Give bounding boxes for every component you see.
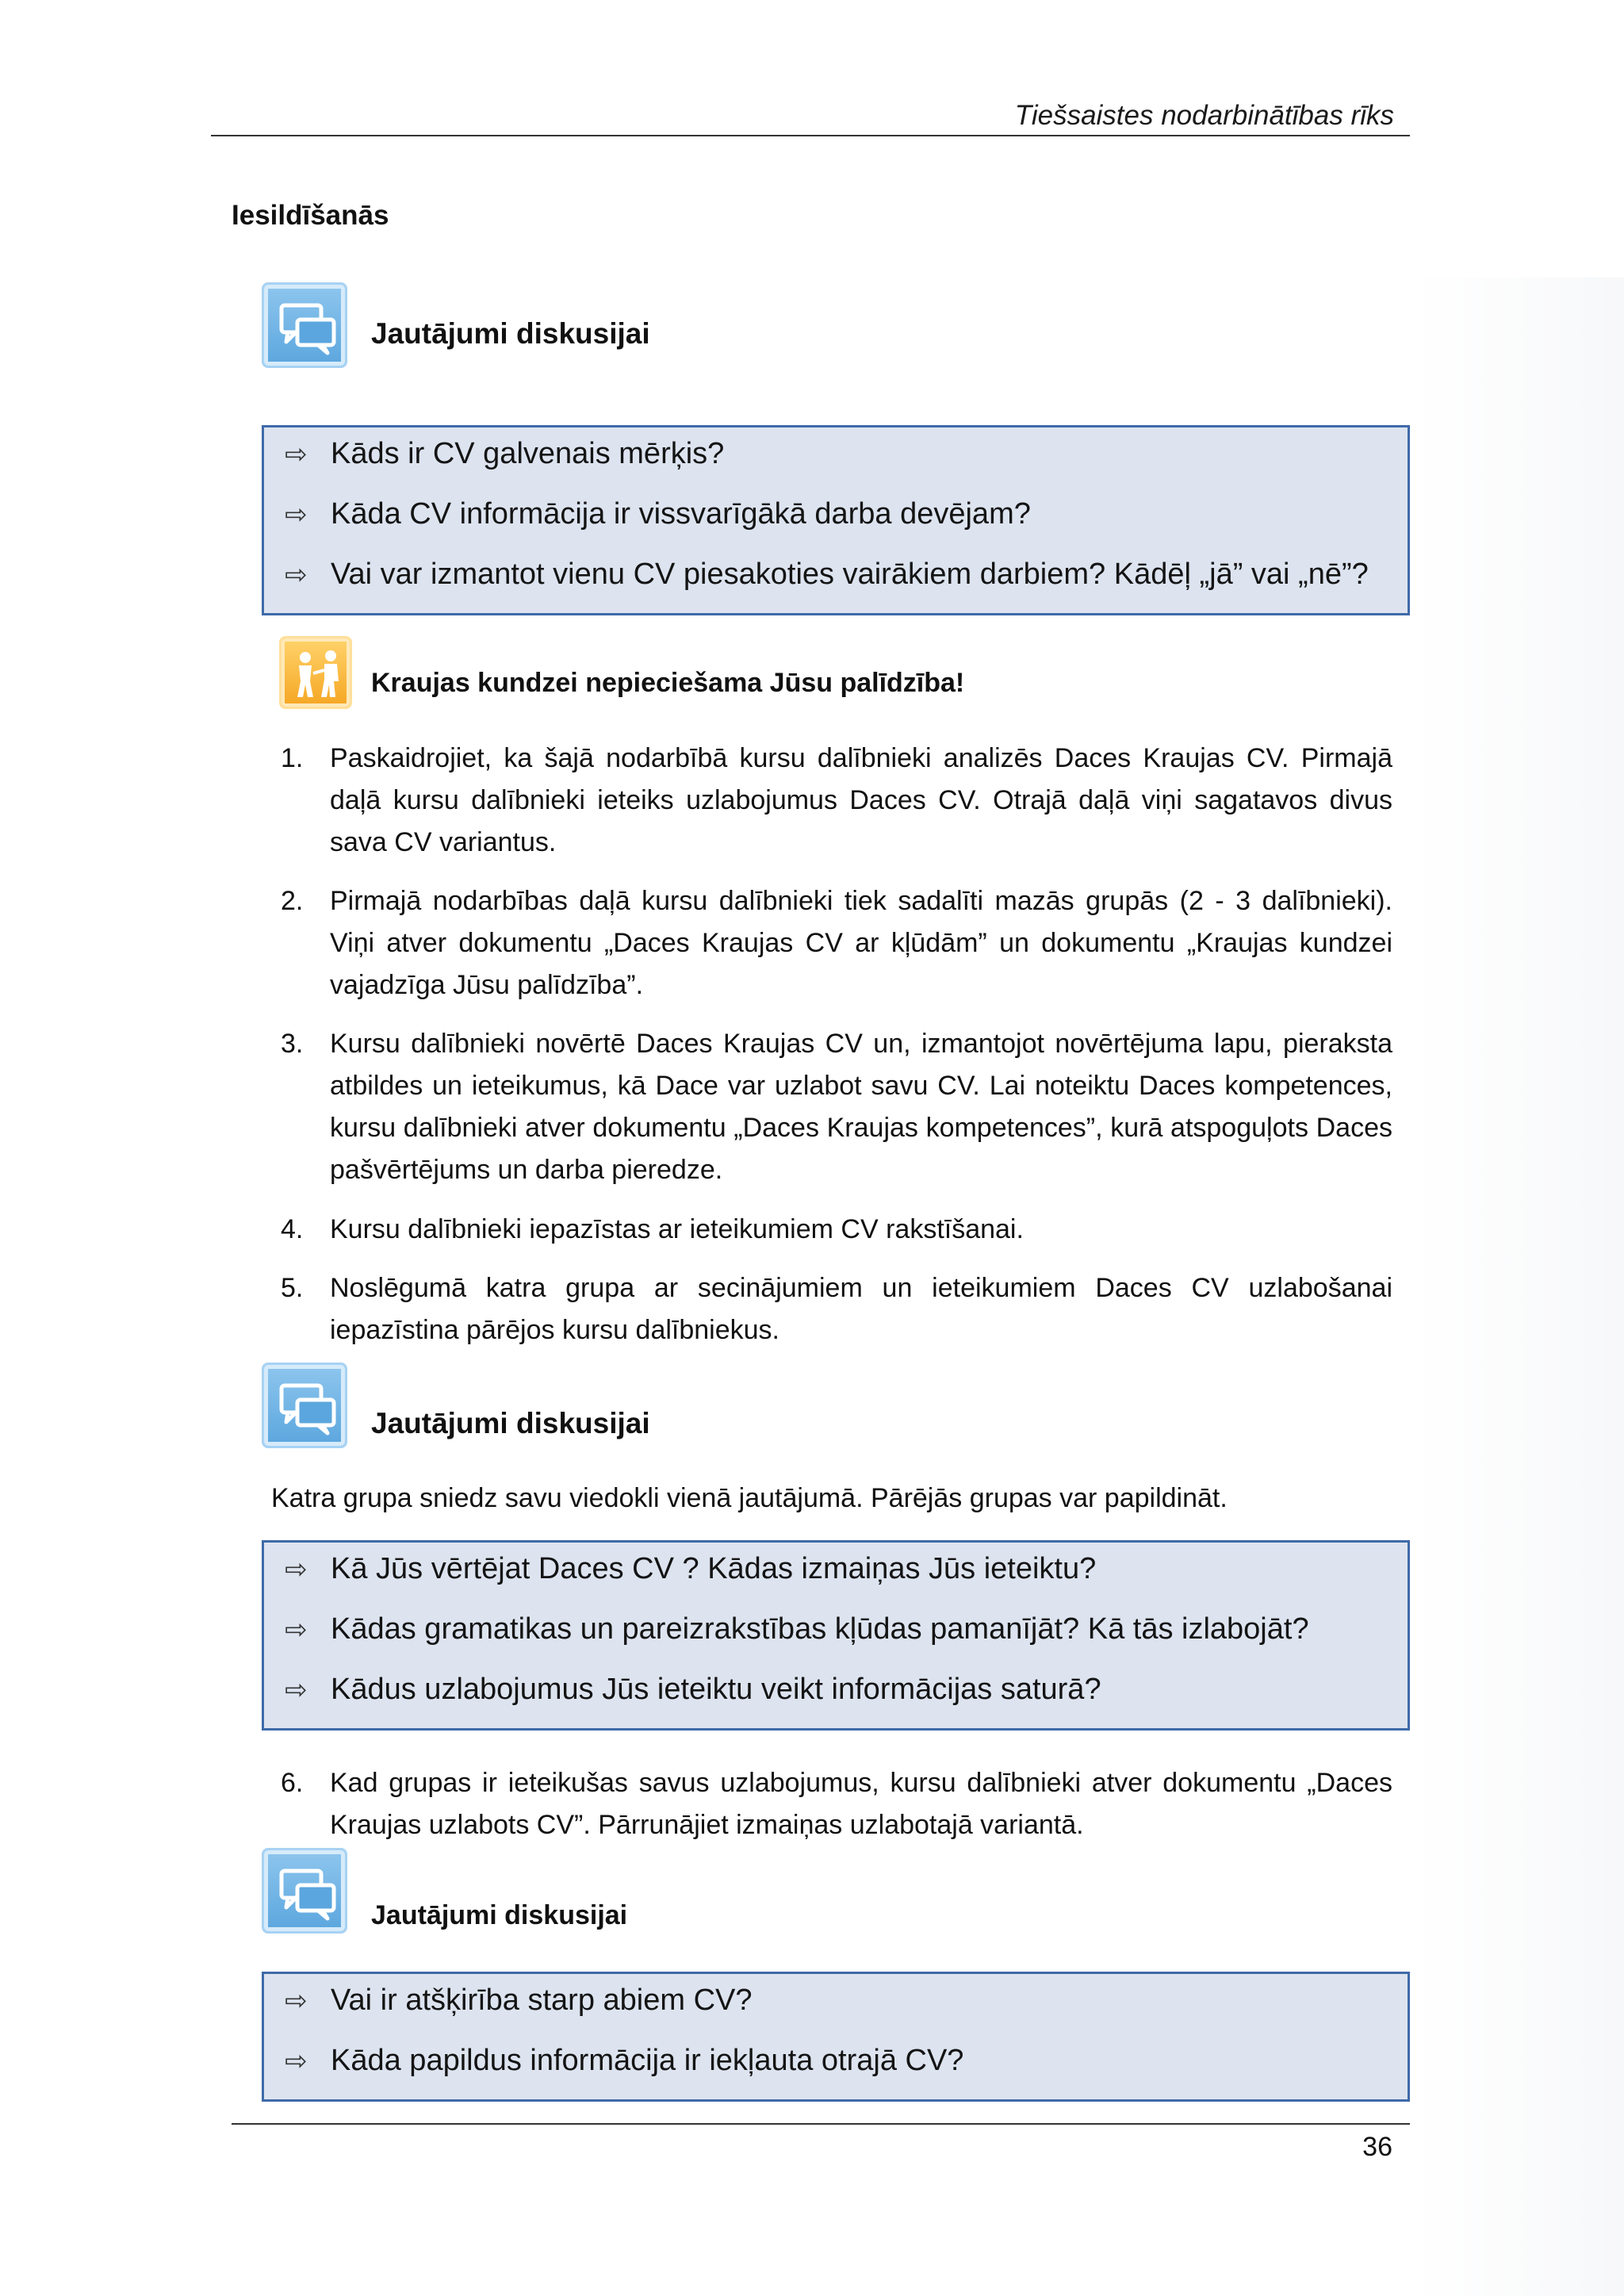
question-item: ⇨ Vai ir atšķirība starp abiem CV? (285, 1984, 753, 2017)
arrow-right-icon: ⇨ (285, 500, 308, 530)
page-header-title: Tiešsaistes nodarbinātības rīks (1014, 100, 1394, 131)
discussion-questions-box-3 (262, 1972, 1410, 2102)
arrow-right-icon: ⇨ (285, 2046, 308, 2076)
list-item: 5. Noslēgumā katra grupa ar secinājumiem un ieteikumiem Daces CV uzlabošanai iepazīstina pārējos kursu dalībniekus. (281, 1273, 1392, 1345)
discussion-questions-box-2 (262, 1540, 1410, 1731)
help-people-icon (279, 636, 352, 709)
arrow-right-icon: ⇨ (285, 439, 308, 470)
question-item: ⇨ Vai var izmantot vienu CV piesakoties vairākiem darbiem? Kādēļ „jā” vai „nē”? (285, 558, 1369, 591)
question-item: ⇨ Kāds ir CV galvenais mērķis? (285, 437, 725, 470)
header-divider (211, 135, 1410, 136)
list-item: 3. Kursu dalībnieki novērtē Daces Kraujas CV un, izmantojot novērtējuma lapu, pieraksta atbildes un ieteikumus, kā Dace var uzlabot savu CV. Lai noteiktu Daces kompetences, kursu dalībnieki atver dokumentu „Daces Kraujas kompetences”, kurā atspoguļots Daces pašvērtējums un darba pieredze. (281, 1029, 1392, 1185)
question-item: ⇨ Kāda CV informācija ir vissvarīgākā darba devējam? (285, 497, 1031, 531)
help-heading: Kraujas kundzei nepieciešama Jūsu palīdzība! (371, 668, 965, 698)
page-edge-shade (1411, 278, 1624, 2296)
discussion-heading-1: Jautājumi diskusijai (371, 317, 650, 350)
discussion-heading-3: Jautājumi diskusijai (371, 1900, 628, 1930)
list-item: 1. Paskaidrojiet, ka šajā nodarbībā kursu dalībnieki analizēs Daces Kraujas CV. Pirmajā daļā kursu dalībnieki ieteiks uzlabojumus Daces CV. Otrajā daļā viņi sagatavos divus sava CV variantus. (281, 743, 1392, 857)
discussion-heading-2: Jautājumi diskusijai (371, 1407, 650, 1439)
arrow-right-icon: ⇨ (285, 1986, 308, 2016)
arrow-right-icon: ⇨ (285, 560, 308, 590)
arrow-right-icon: ⇨ (285, 1554, 308, 1585)
discussion-chat-icon (262, 1363, 347, 1448)
question-item: ⇨ Kāda papildus informācija ir iekļauta otrajā CV? (285, 2044, 964, 2077)
discussion-intro: Katra grupa sniedz savu viedokli vienā jautājumā. Pārējās grupas var papildināt. (271, 1483, 1228, 1513)
list-item: 6. Kad grupas ir ieteikušas savus uzlabojumus, kursu dalībnieki atver dokumentu „Daces Kraujas uzlabots CV”. Pārrunājiet izmaiņas uzlabotajā variantā. (281, 1768, 1392, 1840)
discussion-questions-box-1 (262, 425, 1410, 615)
section-title: Iesildīšanās (232, 200, 389, 231)
arrow-right-icon: ⇨ (285, 1615, 308, 1645)
arrow-right-icon: ⇨ (285, 1675, 308, 1705)
question-item: ⇨ Kā Jūs vērtējat Daces CV ? Kādas izmaiņas Jūs ieteiktu? (285, 1552, 1097, 1585)
question-item: ⇨ Kādas gramatikas un pareizrakstības kļūdas pamanījāt? Kā tās izlabojāt? (285, 1612, 1309, 1646)
discussion-chat-icon (262, 282, 347, 368)
page-number: 36 (1362, 2132, 1392, 2162)
footer-divider (232, 2123, 1410, 2125)
list-item: 2. Pirmajā nodarbības daļā kursu dalībnieki tiek sadalīti mazās grupās (2 - 3 dalībnieki). Viņi atver dokumentu „Daces Kraujas CV ar kļūdām” un dokumentu „Kraujas kundzei vajadzīga Jūsu palīdzība”. (281, 886, 1392, 1000)
question-item: ⇨ Kādus uzlabojumus Jūs ieteiktu veikt informācijas saturā? (285, 1673, 1101, 1706)
list-item: 4. Kursu dalībnieki iepazīstas ar ieteikumiem CV rakstīšanai. (281, 1214, 1024, 1244)
discussion-chat-icon (262, 1848, 347, 1934)
